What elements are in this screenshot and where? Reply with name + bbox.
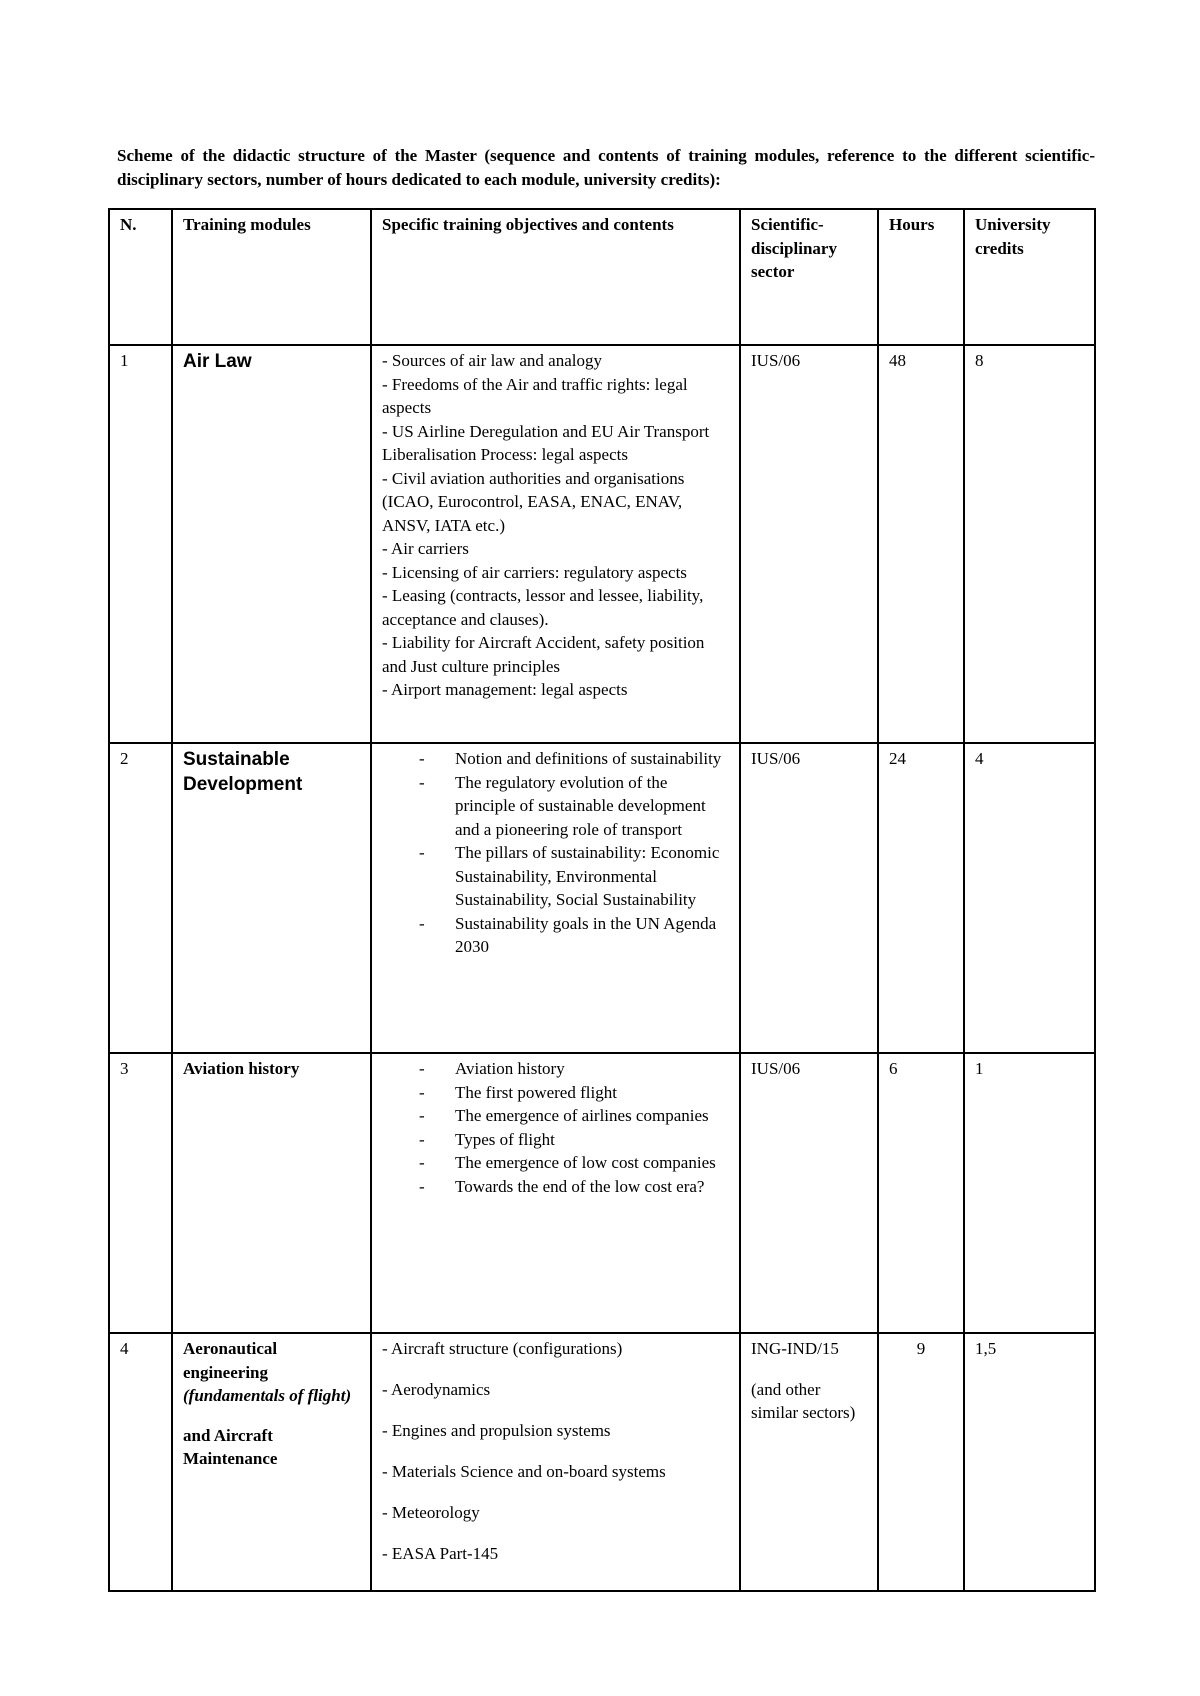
objectives-list — [382, 747, 729, 959]
objective-item: - Liability for Aircraft Accident, safety position and Just culture principles — [382, 633, 705, 676]
objective-item: - EASA Part-145 — [382, 1544, 499, 1563]
credits-cell: 1,5 — [964, 1333, 1095, 1591]
table-row — [109, 1333, 1095, 1591]
module-title: Sustainable Development — [183, 749, 303, 795]
sector-cell: IUS/06 — [740, 743, 878, 1053]
objective-item: - The emergence of low cost companies — [419, 1151, 729, 1175]
sector-cell — [740, 1333, 878, 1591]
objectives-list — [382, 1057, 729, 1198]
module-name — [172, 1333, 371, 1591]
module-title-continued: and Aircraft Maintenance — [183, 1425, 278, 1468]
objective-item: - Meteorology — [382, 1503, 480, 1522]
hours-cell: 24 — [878, 743, 964, 1053]
objective-item: - The first powered flight — [419, 1081, 729, 1105]
objective-item: - Aircraft structure (configurations) — [382, 1339, 623, 1358]
module-title: Air Law — [183, 351, 252, 372]
objective-item: - The emergence of airlines companies — [419, 1104, 729, 1128]
hours-cell: 9 — [878, 1333, 964, 1591]
objectives-cell — [371, 1333, 740, 1591]
module-title: Aviation history — [183, 1059, 300, 1078]
table-row — [109, 1053, 1095, 1333]
objective-item: - Licensing of air carriers: regulatory aspects — [382, 562, 687, 582]
objective-item: - Aviation history — [419, 1057, 729, 1081]
objectives-list — [382, 1337, 729, 1566]
sector-code: ING-IND/15 — [751, 1339, 839, 1358]
header-objectives: Specific training objectives and contents — [371, 209, 740, 345]
objective-item: - Civil aviation authorities and organisations (ICAO, Eurocontrol, EASA, ENAC, ENAV, ANSV, IATA etc.) — [382, 468, 685, 535]
module-name — [172, 345, 371, 743]
row-number: 2 — [109, 743, 172, 1053]
header-sector: Scientific-disciplinary sector — [740, 209, 878, 345]
row-number: 1 — [109, 345, 172, 743]
row-number: 3 — [109, 1053, 172, 1333]
hours-cell: 6 — [878, 1053, 964, 1333]
module-name — [172, 743, 371, 1053]
header-training-modules: Training modules — [172, 209, 371, 345]
objective-item: - US Airline Deregulation and EU Air Transport Liberalisation Process: legal aspects — [382, 421, 710, 464]
header-hours: Hours — [878, 209, 964, 345]
header-n: N. — [109, 209, 172, 345]
sector-note: (and other similar sectors) — [751, 1379, 856, 1422]
table-row — [109, 345, 1095, 743]
objective-item: - Sustainability goals in the UN Agenda 2030 — [419, 912, 729, 959]
intro-heading: Scheme of the didactic structure of the Master (sequence and contents of training modules, reference to the different scientific-disciplinary sectors, number of hours dedicated to each module, university credits): — [117, 146, 1095, 189]
objective-item: - Air carriers — [382, 539, 469, 558]
didactic-structure-table — [108, 208, 1096, 1592]
credits-cell: 8 — [964, 345, 1095, 743]
table-row — [109, 743, 1095, 1053]
objective-item: - Aerodynamics — [382, 1380, 491, 1399]
objective-item: - The pillars of sustainability: Economic Sustainability, Environmental Sustainability, Social Sustainability — [419, 841, 729, 912]
sector-cell: IUS/06 — [740, 345, 878, 743]
credits-cell: 4 — [964, 743, 1095, 1053]
objectives-cell — [371, 345, 740, 743]
objective-item: - The regulatory evolution of the principle of sustainable development and a pioneering role of transport — [419, 771, 729, 842]
hours-cell: 48 — [878, 345, 964, 743]
objective-item: - Notion and definitions of sustainability — [419, 747, 729, 771]
objective-item: - Sources of air law and analogy — [382, 351, 602, 370]
module-subtitle: (fundamentals of flight) — [183, 1386, 352, 1405]
module-title: Aeronautical engineering — [183, 1339, 278, 1382]
credits-cell: 1 — [964, 1053, 1095, 1333]
objectives-cell — [371, 1053, 740, 1333]
table-header-row — [109, 209, 1095, 345]
header-credits: University credits — [964, 209, 1095, 345]
objective-item: - Airport management: legal aspects — [382, 680, 628, 699]
objectives-list — [382, 349, 729, 702]
objective-item: - Engines and propulsion systems — [382, 1421, 611, 1440]
sector-cell: IUS/06 — [740, 1053, 878, 1333]
objective-item: - Materials Science and on-board systems — [382, 1462, 666, 1481]
objective-item: - Leasing (contracts, lessor and lessee, liability, acceptance and clauses). — [382, 586, 704, 629]
objectives-cell — [371, 743, 740, 1053]
objective-item: - Freedoms of the Air and traffic rights: legal aspects — [382, 374, 688, 417]
objective-item: - Types of flight — [419, 1128, 729, 1152]
module-name — [172, 1053, 371, 1333]
objective-item: - Towards the end of the low cost era? — [419, 1175, 729, 1199]
row-number: 4 — [109, 1333, 172, 1591]
